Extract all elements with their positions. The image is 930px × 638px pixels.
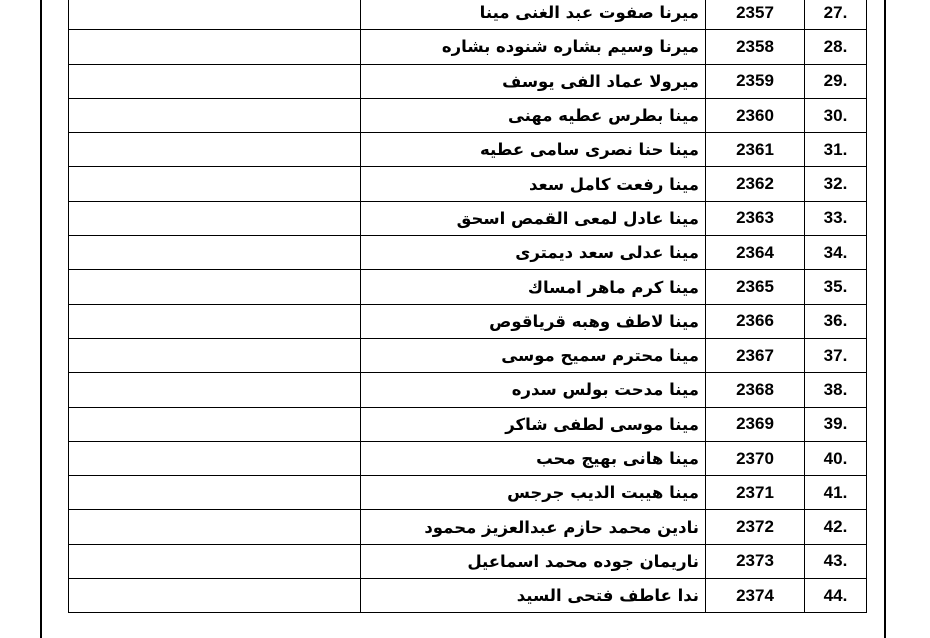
student-name: مينا هيبت الديب جرجس — [361, 476, 706, 510]
student-code: 2374 — [706, 579, 805, 613]
row-number: 37. — [805, 338, 867, 372]
table-row — [69, 201, 867, 235]
student-roster-table — [68, 0, 867, 613]
row-number: 42. — [805, 510, 867, 544]
student-code: 2363 — [706, 201, 805, 235]
blank-cell — [69, 338, 361, 372]
row-number: 32. — [805, 167, 867, 201]
table-row — [69, 579, 867, 613]
blank-cell — [69, 270, 361, 304]
student-code: 2371 — [706, 476, 805, 510]
row-number: 28. — [805, 30, 867, 64]
student-code: 2359 — [706, 64, 805, 98]
student-code: 2361 — [706, 133, 805, 167]
student-code: 2373 — [706, 544, 805, 578]
row-number: 33. — [805, 201, 867, 235]
row-number: 31. — [805, 133, 867, 167]
student-code: 2368 — [706, 373, 805, 407]
student-code: 2357 — [706, 0, 805, 30]
row-number: 36. — [805, 304, 867, 338]
row-number: 30. — [805, 98, 867, 132]
table-row — [69, 304, 867, 338]
student-code: 2360 — [706, 98, 805, 132]
row-number: 40. — [805, 441, 867, 475]
row-number: 35. — [805, 270, 867, 304]
blank-cell — [69, 407, 361, 441]
student-name: مينا هانى بهيج محب — [361, 441, 706, 475]
table-row — [69, 30, 867, 64]
table-row — [69, 64, 867, 98]
row-number: 39. — [805, 407, 867, 441]
student-name: مينا كرم ماهر امساك — [361, 270, 706, 304]
student-name: مينا موسى لطفى شاكر — [361, 407, 706, 441]
blank-cell — [69, 64, 361, 98]
student-name: مينا لاطف وهبه قرياقوص — [361, 304, 706, 338]
blank-cell — [69, 373, 361, 407]
blank-cell — [69, 510, 361, 544]
blank-cell — [69, 544, 361, 578]
student-name: مينا بطرس عطيه مهنى — [361, 98, 706, 132]
student-name: مينا عادل لمعى القمص اسحق — [361, 201, 706, 235]
blank-cell — [69, 167, 361, 201]
student-code: 2364 — [706, 236, 805, 270]
table-row — [69, 98, 867, 132]
student-name: ميرولا عماد الفى يوسف — [361, 64, 706, 98]
student-name: نادين محمد حازم عبدالعزيز محمود — [361, 510, 706, 544]
student-code: 2369 — [706, 407, 805, 441]
student-code: 2370 — [706, 441, 805, 475]
student-name: مينا عدلى سعد ديمترى — [361, 236, 706, 270]
student-code: 2358 — [706, 30, 805, 64]
row-number: 34. — [805, 236, 867, 270]
row-number: 44. — [805, 579, 867, 613]
table-row — [69, 0, 867, 30]
student-code: 2365 — [706, 270, 805, 304]
row-number: 29. — [805, 64, 867, 98]
row-number: 27. — [805, 0, 867, 30]
blank-cell — [69, 30, 361, 64]
student-name: ميرنا وسيم بشاره شنوده بشاره — [361, 30, 706, 64]
row-number: 43. — [805, 544, 867, 578]
student-name: مينا محترم سميح موسى — [361, 338, 706, 372]
row-number: 38. — [805, 373, 867, 407]
student-code: 2372 — [706, 510, 805, 544]
table-row — [69, 338, 867, 372]
table-row — [69, 373, 867, 407]
table-row — [69, 476, 867, 510]
blank-cell — [69, 0, 361, 30]
blank-cell — [69, 98, 361, 132]
student-name: ناريمان جوده محمد اسماعيل — [361, 544, 706, 578]
student-name: مينا مدحت بولس سدره — [361, 373, 706, 407]
table-row — [69, 236, 867, 270]
student-name: ندا عاطف فتحى السيد — [361, 579, 706, 613]
student-code: 2367 — [706, 338, 805, 372]
row-number: 41. — [805, 476, 867, 510]
student-code: 2366 — [706, 304, 805, 338]
blank-cell — [69, 304, 361, 338]
table-row — [69, 167, 867, 201]
blank-cell — [69, 133, 361, 167]
student-name: ميرنا صفوت عبد الغنى مينا — [361, 0, 706, 30]
blank-cell — [69, 441, 361, 475]
table-row — [69, 544, 867, 578]
blank-cell — [69, 236, 361, 270]
table-row — [69, 441, 867, 475]
blank-cell — [69, 579, 361, 613]
student-code: 2362 — [706, 167, 805, 201]
table-row — [69, 133, 867, 167]
table-row — [69, 510, 867, 544]
blank-cell — [69, 201, 361, 235]
student-name: مينا حنا نصرى سامى عطيه — [361, 133, 706, 167]
table-row — [69, 270, 867, 304]
table-row — [69, 407, 867, 441]
blank-cell — [69, 476, 361, 510]
student-name: مينا رفعت كامل سعد — [361, 167, 706, 201]
roster-body — [69, 0, 867, 613]
